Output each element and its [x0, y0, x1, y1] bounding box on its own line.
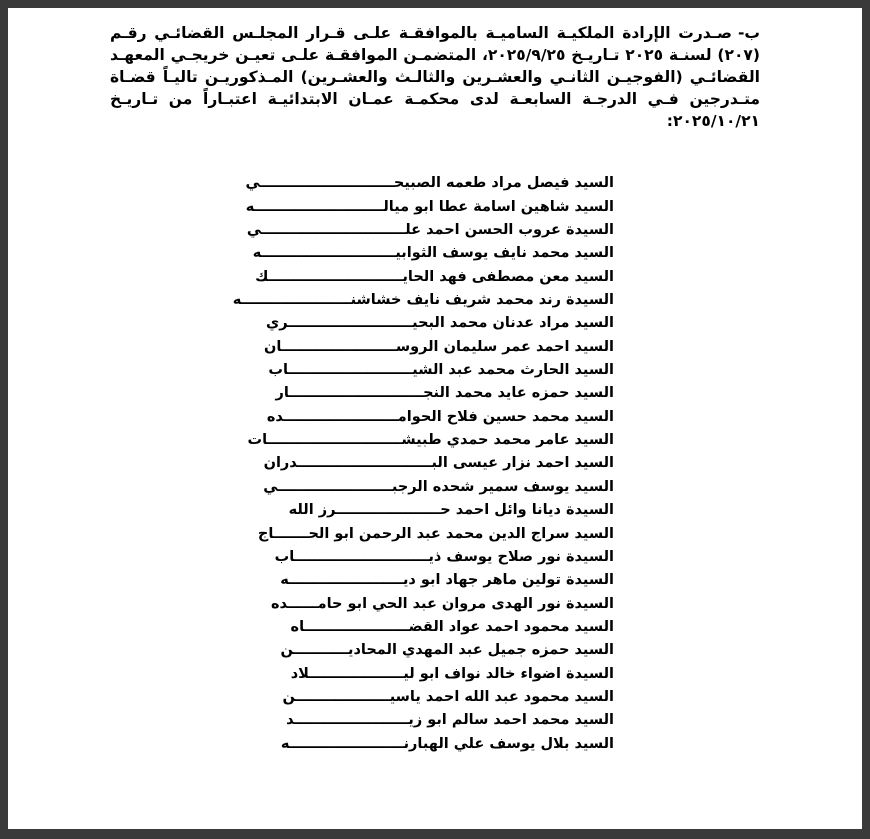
list-item — [244, 613, 614, 636]
list-item — [244, 589, 614, 612]
appointee-name: السيد حمزه جميل عبد المهدي المحاديـــــــــــن — [280, 642, 614, 659]
paragraph-label: ب- — [737, 24, 760, 42]
appointee-name: السيد حمزه عايد محمد النجـــــــــــــــــــــــــــار — [275, 385, 614, 402]
list-item — [244, 683, 614, 706]
list-item — [244, 566, 614, 589]
paragraph-text: صـدرت الإرادة الملكيـة الساميـة بالموافقـة علـى قـرار المجلـس القضائـي رقـم (٢٠٧) لسنـة ٢٠٢٥ تـاريـخ ٢٠٢٥/٩/٢٥، المتضمـن الموافقـة علـى تعيـن خريجـي المعهـد القضائـي (الفوجيـن الثانـي والعشـرين والثالـث والعشـرين) المـذكوريـن تاليـاً قضـاة متـدرجين فـي الدرجـة السابعـة لدى محكمـة عمـان الابتدائيـة اعتبـاراً من تـاريـخ ٢٠٢٥/١٠/٢١: — [110, 24, 760, 130]
list-item — [244, 519, 614, 542]
appointee-name: السيد احمد عمر سليمان الروســـــــــــــــــــــــان — [264, 338, 614, 355]
list-item — [244, 216, 614, 239]
list-item — [244, 659, 614, 682]
appointee-name: السيد محمود احمد عواد القضـــــــــــــــــــــاه — [290, 618, 614, 635]
appointee-name: السيد الحارث محمد عبد الشيـــــــــــــــــــــــــاب — [268, 362, 614, 379]
list-item — [244, 472, 614, 495]
appointee-name: السيد معن مصطفى فهد الحايـــــــــــــــــــــــــــك — [255, 268, 614, 285]
appointee-name: السيد عامر محمد حمدي طبيشـــــــــــــــــــــــــــات — [247, 432, 614, 449]
list-item — [244, 356, 614, 379]
appointee-name: السيد يوسف سمير شحده الرجبـــــــــــــــــــــــي — [263, 478, 614, 495]
appointee-name: السيدة ديانا وائل احمد حـــــــــــــــــــــرز الله — [288, 502, 614, 519]
appointee-name: السيد احمد نزار عيسى البـــــــــــــــــــــــــــدران — [263, 455, 614, 472]
appointees-list — [232, 169, 614, 753]
list-item — [244, 496, 614, 519]
list-item — [244, 332, 614, 355]
appointee-name: السيدة عروب الحسن احمد علـــــــــــــــــــــــــــــي — [246, 222, 614, 239]
appointee-name: السيد سراج الدين محمد عبد الرحمن ابو الحـــــــاج — [257, 525, 614, 542]
appointee-name: السيد فيصل مراد طعمه الصبيحـــــــــــــــــــــــــــي — [245, 175, 614, 192]
list-item — [244, 729, 614, 752]
appointee-name: السيد بلال يوسف علي الهبارنـــــــــــــــــــــــه — [280, 735, 614, 752]
appointee-name: السيد شاهين اسامة عطا ابو ميالــــــــــــــــــــــــــه — [245, 198, 614, 215]
list-item — [232, 286, 614, 309]
appointee-name: السيدة رند محمد شريف نايف خشاشنــــــــــــــــــــــه — [232, 292, 614, 309]
list-item — [244, 239, 614, 262]
list-item — [244, 543, 614, 566]
appointee-name: السيدة اضواء خالد نواف ابو ليـــــــــــــــــــلاد — [290, 665, 614, 682]
list-item — [244, 309, 614, 332]
appointee-name: السيد محمد احمد سالم ابو زيـــــــــــــــــــــــد — [286, 712, 614, 729]
list-item — [244, 449, 614, 472]
list-item — [244, 192, 614, 215]
list-item — [244, 426, 614, 449]
list-item — [244, 636, 614, 659]
list-item — [244, 402, 614, 425]
appointee-name: السيد محمد حسين فلاح الحوامـــــــــــــــــــــــده — [266, 408, 614, 425]
list-item — [244, 262, 614, 285]
appointee-name: السيد محمود عبد الله احمد ياسيـــــــــــــــــــن — [282, 688, 614, 705]
appointee-name: السيدة نور الهدى مروان عبد الحي ابو حامــــــده — [270, 595, 614, 612]
list-item — [244, 706, 614, 729]
list-item — [244, 379, 614, 402]
list-item — [244, 169, 614, 192]
appointee-name: السيد مراد عدنان محمد البحيـــــــــــــــــــــــــري — [265, 315, 614, 332]
document-page — [8, 8, 862, 829]
appointee-name: السيد محمد نايف يوسف الثوابيـــــــــــــــــــــــــــه — [252, 245, 614, 262]
appointee-name: السيدة تولين ماهر جهاد ابو ديـــــــــــــــــــــــه — [280, 572, 614, 589]
appointee-name: السيدة نور صلاح يوسف ذيـــــــــــــــــــــــــــاب — [274, 548, 614, 565]
decree-paragraph — [110, 22, 760, 132]
